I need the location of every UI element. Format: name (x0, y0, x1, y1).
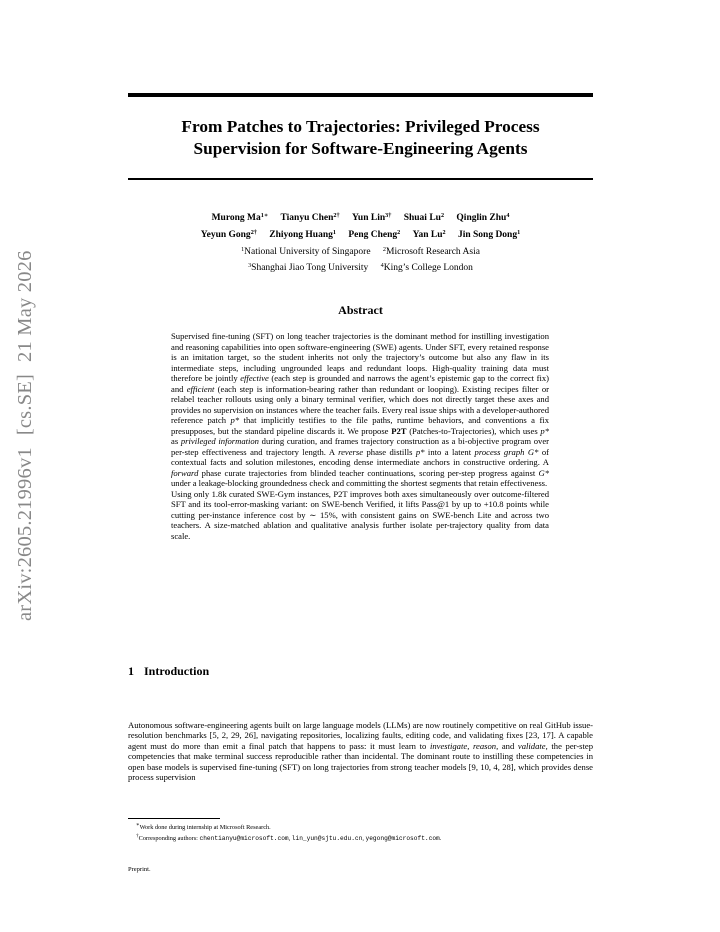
preprint-label: Preprint. (128, 866, 151, 873)
footnote-1: ∗Work done during internship at Microsoft Research. (136, 822, 271, 832)
author: Qinglin Zhu$^4$ (456, 212, 510, 224)
footnote-2: †Corresponding authors: chentianyu@microsoft.com, lin_yun@sjtu.edu.cn, yegong@microsoft.com. (136, 833, 442, 843)
arxiv-date: 21 May 2026 (14, 250, 36, 362)
title-bottom-rule (128, 178, 593, 180)
affiliation: $^1$National University of Singapore (241, 245, 371, 257)
section-heading-introduction (128, 664, 209, 679)
footnotes (136, 821, 441, 843)
title-line-1: From Patches to Trajectories: Privileged Process (181, 117, 540, 136)
affiliation-row-1 (128, 242, 593, 259)
email-link[interactable]: lin_yun@sjtu.edu.cn (291, 835, 363, 843)
abstract-paragraph-1: Supervised fine-tuning (SFT) on long teacher trajectories is the dominant method for instilling investigation and reasoning capabilities into open software-engineering (SWE) agents. Under SFT, every retained response is an imitation target, so the student inherits not only the trajectory’s outcome but also any flaw in its intermediate steps, including ungrounded leaps and redundant loops. High-quality training data must therefore be jointly effective (each step is grounded and narrows the agent’s epistemic gap to the correct fix) and efficient (each step is information-bearing rather than redundant or looping). Existing recipes filter or relabel teacher rollouts using only a binary terminal verifier, which does not directly target these axes and provides no supervision on instances where the teacher fails. Every real issue ships with a developer-authored reference patch p* that implicitly testifies to the file paths, runtime behaviors, and conventions a fix presupposes, but the standard pipeline discards it. We propose P2T (Patches-to-Trajectories), which uses p* as privileged information during curation, and frames trajectory construction as a bi-objective program over per-step effectiveness and trajectory length. A reverse phase distills p* into a latent process graph G* of contextual facts and solution milestones, encoding dense intermediate anchors in constructive ordering. A forward phase curate trajectories from blinded teacher continuations, scoring per-step progress against G* under a leakage-blocking groundedness check and committing the shortest segments that retain effectiveness. (171, 331, 549, 488)
section-number: 1 (128, 664, 134, 678)
affiliation: $^3$Shanghai Jiao Tong University (248, 262, 369, 274)
arxiv-category: [cs.SE] (14, 373, 36, 436)
title-top-rule (128, 93, 593, 97)
author-row-2 (128, 226, 593, 243)
section-title: Introduction (144, 664, 210, 678)
arxiv-id: arXiv:2605.21996v1 (14, 447, 36, 621)
author: Shuai Lu$^2$ (403, 212, 445, 224)
affiliation-row-2 (128, 259, 593, 276)
abstract-heading: Abstract (338, 303, 383, 317)
author: Tianyu Chen$^{2\dagger}$ (280, 212, 340, 224)
author: Murong $Ma^{1∗}$ (211, 212, 269, 224)
paper-title (128, 116, 593, 160)
introduction-body (128, 720, 593, 782)
footnote-rule (128, 818, 220, 819)
email-link[interactable]: chentianyu@microsoft.com (199, 835, 289, 843)
author-block (128, 209, 593, 276)
email-link[interactable]: yegong@microsoft.com (365, 835, 440, 843)
author-row-1 (128, 209, 593, 226)
author: Peng Cheng$^2$ (348, 228, 401, 240)
affiliation: $^2$Microsoft Research Asia (382, 245, 480, 257)
author: Yan Lu$^2$ (412, 228, 446, 240)
introduction-paragraph: Autonomous software-engineering agents built on large language models (LLMs) are now routinely competitive on real GitHub issue-resolution benchmarks [5, 2, 29, 26], navigating repositories, localizing faults, editing code, and validating fixes [23, 17]. A capable agent must do more than emit a final patch that happens to pass: it must learn to investigate, reason, and validate, the per-step competencies that make terminal success reproducible rather than incidental. The dominant route to instilling these competencies in open base models is supervised fine-tuning (SFT) on long trajectories from strong teacher models [9, 10, 4, 28], which provides dense process supervision (128, 720, 594, 783)
title-line-2: Supervision for Software-Engineering Agents (193, 139, 528, 158)
arxiv-watermark (14, 250, 37, 621)
abstract-paragraph-2: Using only 1.8k curated SWE-Gym instances, P2T improves both axes simultaneously over outcome-filtered SFT and its tool-error-masking variant: on SWE-bench Verified, it lifts Pass@1 by up to +10.8 points while cutting per-instance inference cost by ∼ 15%, with consistent gains on SWE-bench Lite and across two teachers. A size-matched ablation and qualitative analysis further isolate per-trajectory quality from data scale. (171, 488, 549, 541)
affiliation: $^4$King’s College London (380, 262, 473, 274)
author: Zhiyong Huang$^1$ (269, 228, 336, 240)
author: Yeyun Gong$^{2\dagger}$ (200, 228, 257, 240)
author: Yun Lin$^{3\dagger}$ (351, 212, 392, 224)
author: Jin Song Dong$^1$ (457, 228, 521, 240)
abstract-body (171, 331, 549, 541)
